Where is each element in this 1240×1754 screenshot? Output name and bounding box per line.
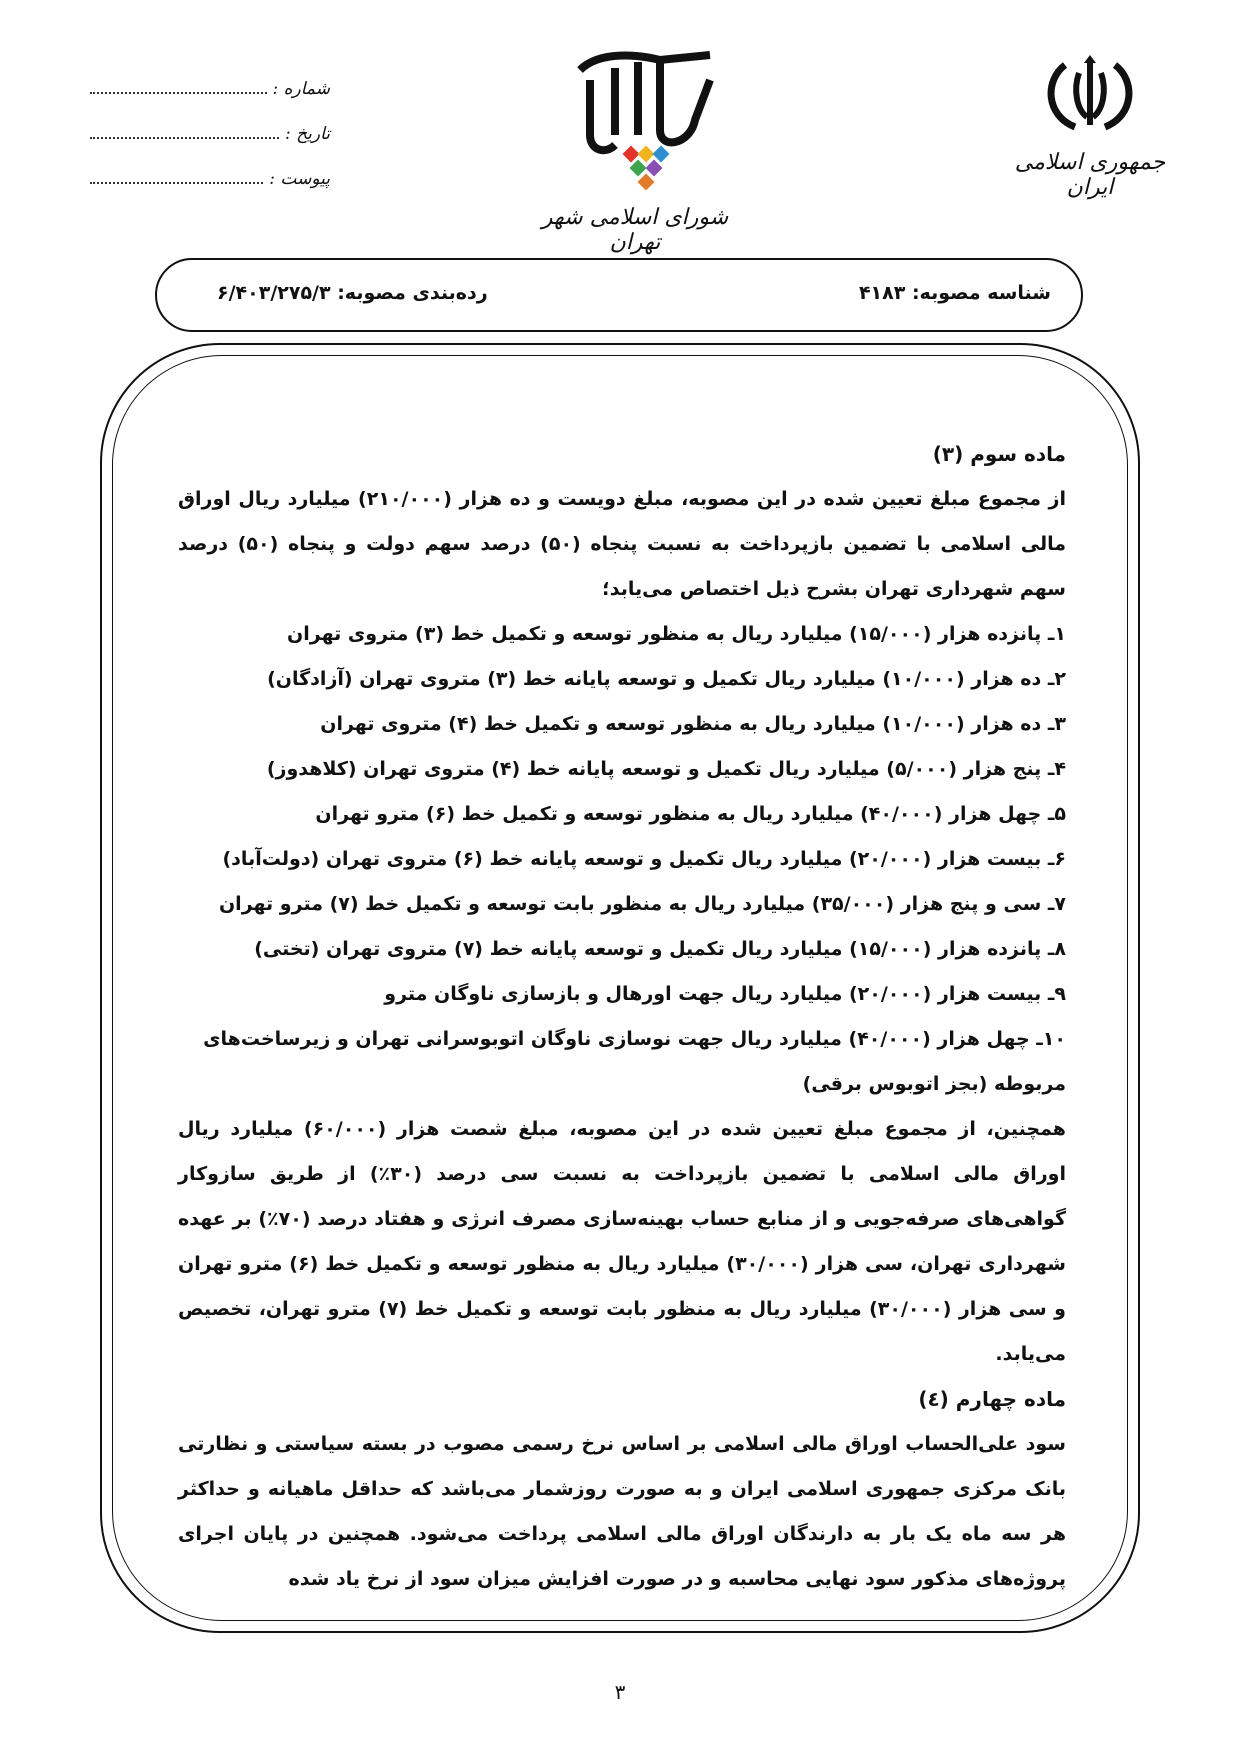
number-line bbox=[90, 78, 267, 94]
document-body bbox=[178, 432, 1066, 1602]
list-item: ۹ـ بیست هزار (۲۰/۰۰۰) میلیارد ریال جهت اورهال و بازسازی ناوگان مترو bbox=[384, 983, 1066, 1005]
list-item: ۸ـ پانزده هزار (۱۵/۰۰۰) میلیارد ریال تکمیل و توسعه پایانه خط (۷) متروی تهران (تختی) bbox=[254, 938, 1066, 960]
article-3-heading: ماده سوم (۳) bbox=[932, 442, 1066, 466]
date-line bbox=[90, 123, 279, 139]
list-item: ۶ـ بیست هزار (۲۰/۰۰۰) میلیارد ریال تکمیل و توسعه پایانه خط (۶) متروی تهران (دولت‌آباد) bbox=[222, 848, 1066, 870]
attachment-line bbox=[90, 168, 263, 184]
date-field bbox=[90, 123, 330, 168]
page-number: ۳ bbox=[614, 1680, 626, 1704]
council-name: شورای اسلامی شهر تهران bbox=[541, 205, 729, 255]
number-label: شماره : bbox=[272, 79, 330, 99]
article-3-intro: از مجموع مبلغ تعیین شده در این مصوبه، مبلغ دویست و ده هزار (۲۱۰/۰۰۰) میلیارد ریال اوراق مالی اسلامی با تضمین بازپرداخت به نسبت پنجاه (۵۰) درصد سهم دولت و پنجاه (۵۰) درصد سهم شهرداری تهران بشرح ذیل اختصاص می‌یابد؛ bbox=[178, 488, 1067, 600]
list-item: ۴ـ پنج هزار (۵/۰۰۰) میلیارد ریال تکمیل و توسعه پایانه خط (۴) متروی تهران (کلاهدوز) bbox=[266, 758, 1066, 780]
list-item: ۵ـ چهل هزار (۴۰/۰۰۰) میلیارد ریال به منظور توسعه و تکمیل خط (۶) مترو تهران bbox=[315, 803, 1066, 825]
resolution-classification: رده‌بندی مصوبه: ۶/۴۰۳/۲۷۵/۳ bbox=[217, 282, 488, 304]
emblem-caption: جمهوری اسلامی ایران bbox=[1014, 150, 1166, 200]
letter-meta-fields bbox=[90, 78, 330, 213]
article-4-heading: ماده چهارم (٤) bbox=[918, 1387, 1066, 1411]
list-item: ۷ـ سی و پنج هزار (۳۵/۰۰۰) میلیارد ریال به منظور بابت توسعه و تکمیل خط (۷) مترو تهران bbox=[218, 893, 1066, 915]
resolution-id: شناسه مصوبه: ۴۱۸۳ bbox=[858, 282, 1051, 304]
council-logo-icon bbox=[560, 40, 720, 210]
article-3-closing: همچنین، از مجموع مبلغ تعیین شده در این مصوبه، مبلغ شصت هزار (۶۰/۰۰۰) میلیارد ریال اوراق مالی اسلامی با تضمین بازپرداخت به نسبت سی درصد (۳۰٪) از طریق سازوکار گواهی‌های صرفه‌جویی و از منابع حساب بهینه‌سازی مصرف انرژی و هفتاد درصد (۷۰٪) بر عهده شهرداری تهران، سی هزار (۳۰/۰۰۰) میلیارد ریال به منظور توسعه و تکمیل خط (۶) مترو تهران و سی هزار (۳۰/۰۰۰) میلیارد ریال به منظور بابت توسعه و تکمیل خط (۷) مترو تهران، تخصیص می‌یابد. bbox=[178, 1118, 1066, 1365]
iran-emblem-icon bbox=[1035, 55, 1145, 135]
number-field bbox=[90, 78, 330, 123]
article-4-text: سود علی‌الحساب اوراق مالی اسلامی بر اساس نرخ رسمی مصوب در بسته سیاستی و نظارتی بانک مرکزی جمهوری اسلامی ایران و به صورت روزشمار می‌باشد که حداقل ماهیانه و حداکثر هر سه ماه یک بار به دارندگان اوراق مالی اسلامی پرداخت می‌شود. همچنین در پایان اجرای پروژه‌های مذکور سود نهایی محاسبه و در صورت افزایش میزان سود از نرخ یاد شده bbox=[178, 1433, 1066, 1590]
list-item: ۱۰ـ چهل هزار (۴۰/۰۰۰) میلیارد ریال جهت نوسازی ناوگان اتوبوسرانی تهران و زیرساخت‌های مربوطه (بجز اتوبوس برقی) bbox=[203, 1028, 1066, 1095]
date-label: تاریخ : bbox=[285, 124, 330, 144]
list-item: ۲ـ ده هزار (۱۰/۰۰۰) میلیارد ریال تکمیل و توسعه پایانه خط (۳) متروی تهران (آزادگان) bbox=[267, 668, 1066, 690]
resolution-id-box bbox=[155, 258, 1083, 332]
attachment-label: پیوست : bbox=[269, 169, 330, 189]
attachment-field bbox=[90, 168, 330, 213]
list-item: ۱ـ پانزده هزار (۱۵/۰۰۰) میلیارد ریال به منظور توسعه و تکمیل خط (۳) متروی تهران bbox=[287, 623, 1066, 645]
list-item: ۳ـ ده هزار (۱۰/۰۰۰) میلیارد ریال به منظور توسعه و تکمیل خط (۴) متروی تهران bbox=[320, 713, 1066, 735]
